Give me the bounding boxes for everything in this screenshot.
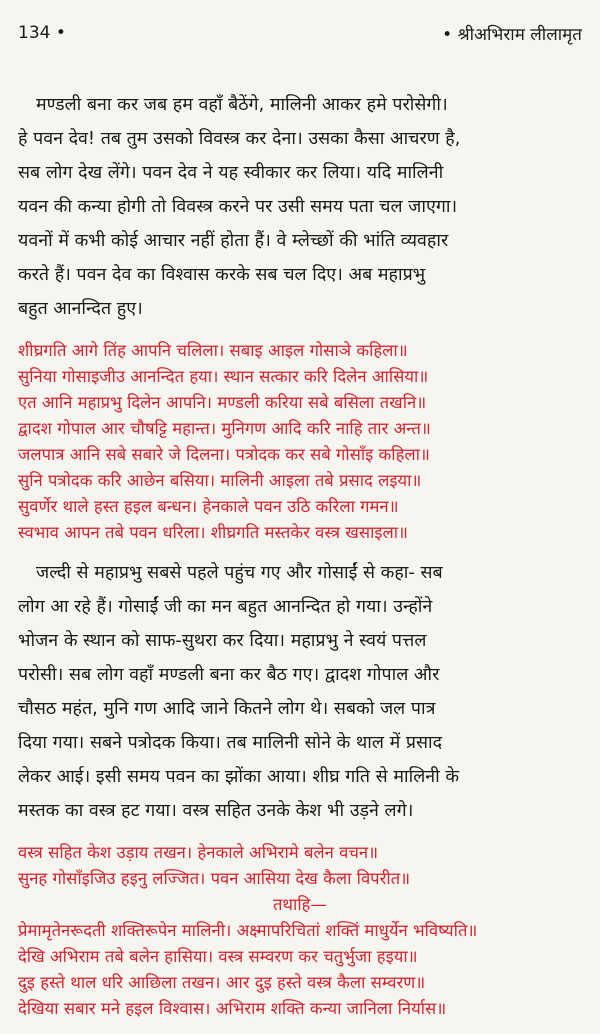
prose-line: चौसठ महंत, मुनि गण आदि जाने कितने लोग थे। सबको जल पात्र (18, 698, 436, 719)
page-body (18, 88, 582, 1022)
prose-line: यवन की कन्या होगी तो विवस्त्र करने पर उसी समय पता चल जाएगा। (18, 196, 458, 217)
prose-line: मण्डली बना कर जब हम वहाँ बैठेंगे, मालिनी आकर हमे परोसेगी। (36, 94, 448, 115)
prose-line: यवनों में कभी कोई आचार नहीं होता हैं। वे म्लेच्छों की भांति व्यवहार (18, 230, 449, 251)
prose-line: बहुत आनन्दित हुए। (18, 298, 143, 319)
prose-line: हे पवन देव! तब तुम उसको विवस्त्र कर देना। उसका कैसा आचरण है, (18, 128, 461, 149)
verse-line: सुनि पत्रोदक करि आछेन बसिया। मालिनी आइला तबे प्रसाद लइया॥ (18, 471, 422, 490)
prose-line: भोजन के स्थान को साफ-सुथरा कर दिया। महाप्रभु ने स्वयं पत्तल (18, 630, 427, 651)
verse-block-1 (18, 338, 582, 546)
tathahi-heading: तथाहि— (272, 895, 328, 914)
prose-line: मस्तक का वस्त्र हट गया। वस्त्र सहित उनके केश भी उड़ने लगे। (18, 800, 414, 821)
verse-line: देखि अभिराम तबे बलेन हासिया। वस्त्र सम्वरण कर चतुर्भुजा हइया॥ (18, 947, 418, 966)
prose-line: परोसी। सब लोग वहाँ मण्डली बना कर बैठ गए। द्वादश गोपाल और (18, 664, 440, 685)
verse-line: प्रेमामृतेनरूदती शक्तिरूपेन मालिनी। अक्ष्मापरिचितां शक्तिं माधुर्येन भविष्यति॥ (18, 921, 478, 940)
prose-line: करते हैं। पवन देव का विश्वास करके सब चल दिए। अब महाप्रभु (18, 264, 426, 285)
prose-line: जल्दी से महाप्रभु सबसे पहले पहुंच गए और गोसाईं से कहा- सब (36, 562, 443, 583)
prose-paragraph-2 (18, 556, 582, 828)
prose-line: दिया गया। सबने पत्रोदक किया। तब मालिनी सोने के थाल में प्रसाद (18, 732, 443, 753)
verse-line: दुइ हस्ते थाल धरि आछिला तखन। आर दुइ हस्ते वस्त्र कैला सम्वरण॥ (18, 973, 426, 992)
verse-line: वस्त्र सहित केश उड़ाय तखन। हेनकाले अभिरामे बलेन वचन॥ (18, 843, 379, 862)
verse-line: स्वभाव आपन तबे पवन धरिला। शीघ्रगति मस्तकेर वस्त्र खसाइला॥ (18, 523, 409, 542)
verse-line: द्वादश गोपाल आर चौषट्टि महान्त। मुनिगण आदि करि नाहि तार अन्त॥ (18, 419, 431, 438)
verse-line: शीघ्रगति आगे तिंह आपनि चलिला। सबाइ आइल गोसाञे कहिला॥ (18, 341, 408, 360)
verse-block-2 (18, 840, 582, 1022)
running-title: • श्रीअभिराम लीलामृत (442, 24, 582, 45)
prose-line: सब लोग देख लेंगे। पवन देव ने यह स्वीकार कर लिया। यदि मालिनी (18, 162, 444, 183)
verse-line: एत आनि महाप्रभु दिलेन आपनि। मण्डली करिया सबे बसिला तखनि॥ (18, 393, 427, 412)
prose-paragraph-1 (18, 88, 582, 326)
page-header (18, 18, 582, 48)
verse-line: सुनिया गोसाइजीउ आनन्दित हया। स्थान सत्कार करि दिलेन आसिया॥ (18, 367, 429, 386)
prose-line: लेकर आई। इसी समय पवन का झोंका आया। शीघ्र गति से मालिनी के (18, 766, 460, 787)
verse-line: देखिया सबार मने हइल विश्वास। अभिराम शक्ति कन्या जानिला निर्यास॥ (18, 999, 447, 1018)
verse-line: जलपात्र आनि सबे सबारे जे दिलना। पत्रोदक कर सबे गोसाँइ कहिला॥ (18, 445, 430, 464)
page-number: 134 • (18, 23, 66, 43)
verse-line: सुनह गोसाँइजिउ हइनु लज्जित। पवन आसिया देख कैला विपरीत॥ (18, 869, 411, 888)
prose-line: लोग आ रहे हैं। गोसाईं जी का मन बहुत आनन्दित हो गया। उन्होंने (18, 596, 433, 617)
verse-line: सुवर्णेर थाले हस्त हइल बन्धन। हेनकाले पवन उठि करिला गमन॥ (18, 497, 399, 516)
